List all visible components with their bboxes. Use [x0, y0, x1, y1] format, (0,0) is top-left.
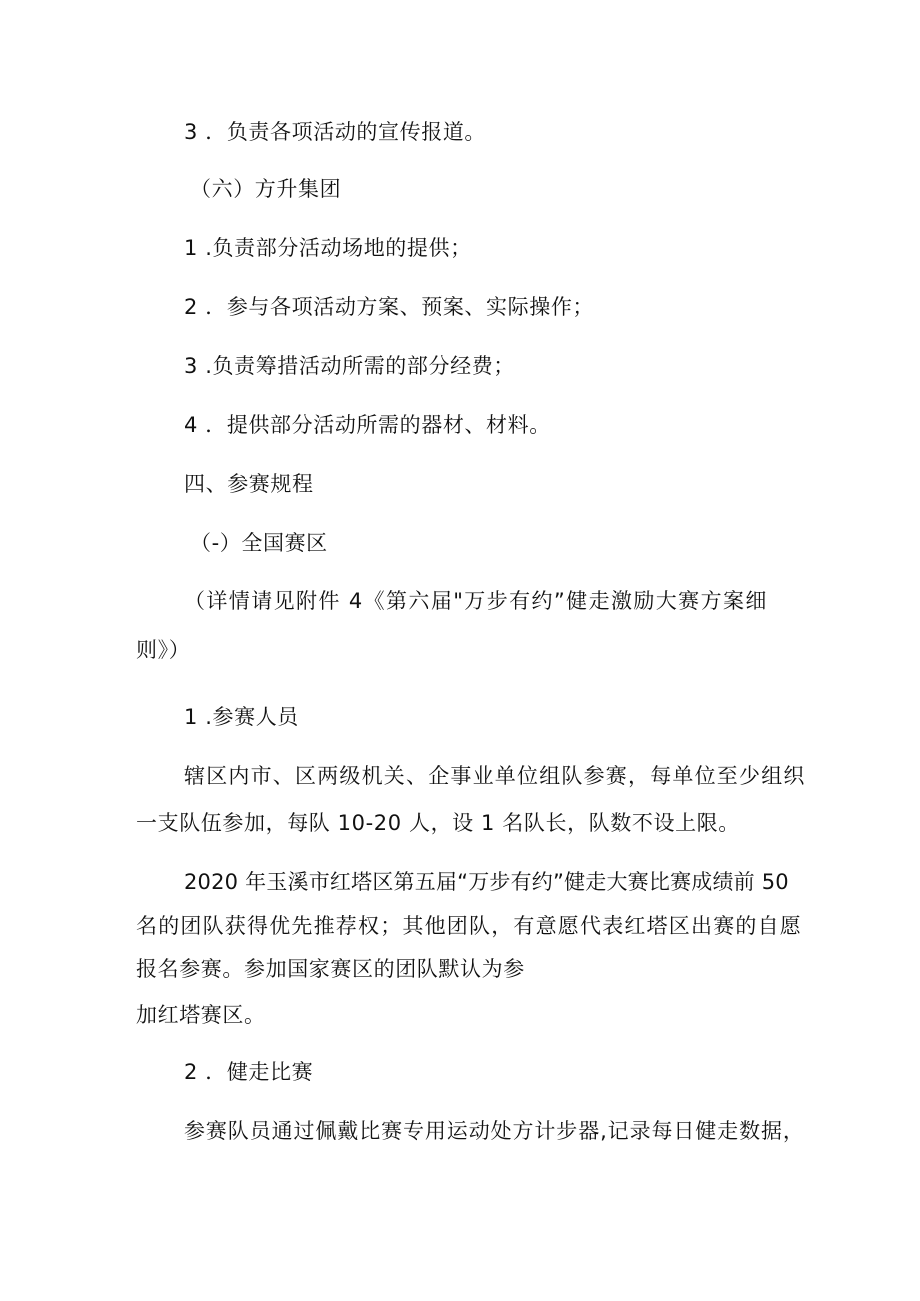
paragraph-participants-line-1: 辖区内市、区两级机关、企事业单位组队参赛，每单位至少组织 — [184, 764, 806, 788]
duty-item-1-venue: 1 .负责部分活动场地的提供； — [184, 236, 472, 260]
paragraph-priority-line-2: 名的团队获得优先推荐权；其他团队，有意愿代表红塔区出赛的自愿 — [136, 914, 802, 938]
reference-note-line-1: （详情请见附件 4《第六届"万步有约”健走激励大赛方案细 — [184, 589, 768, 613]
duty-item-4-equipment: 4 ．提供部分活动所需的器材、材料。 — [184, 413, 551, 437]
paragraph-priority-line-1: 2020 年玉溪市红塔区第五届“万步有约”健走大赛比赛成绩前 50 — [184, 870, 789, 894]
duty-item-3-funding: 3 .负责筹措活动所需的部分经费； — [184, 354, 515, 378]
paragraph-walking-line-1: 参赛队员通过佩戴比赛专用运动处方计步器,记录每日健走数据， — [184, 1119, 805, 1143]
paragraph-participants-line-2: 一支队伍参加，每队 10-20 人，设 1 名队长，队数不设上限。 — [136, 811, 740, 835]
reference-note-line-2: 则》） — [136, 638, 191, 662]
duty-item-2-plans: 2 ．参与各项活动方案、预案、实际操作； — [184, 295, 595, 319]
paragraph-priority-line-3: 报名参赛。参加国家赛区的团队默认为参 — [136, 957, 525, 981]
duty-item-3-publicity: 3 ．负责各项活动的宣传报道。 — [184, 120, 487, 144]
section-heading-fangsheng-group: （六）方升集团 — [190, 177, 342, 201]
section-heading-national-division: （-）全国赛区 — [190, 531, 328, 555]
chapter-heading-competition-rules: 四、参赛规程 — [184, 472, 314, 496]
subheading-walking-competition: 2 ．健走比赛 — [184, 1060, 314, 1084]
subheading-participants: 1 .参赛人员 — [184, 705, 299, 729]
paragraph-priority-line-4: 加红塔赛区。 — [136, 1003, 266, 1027]
